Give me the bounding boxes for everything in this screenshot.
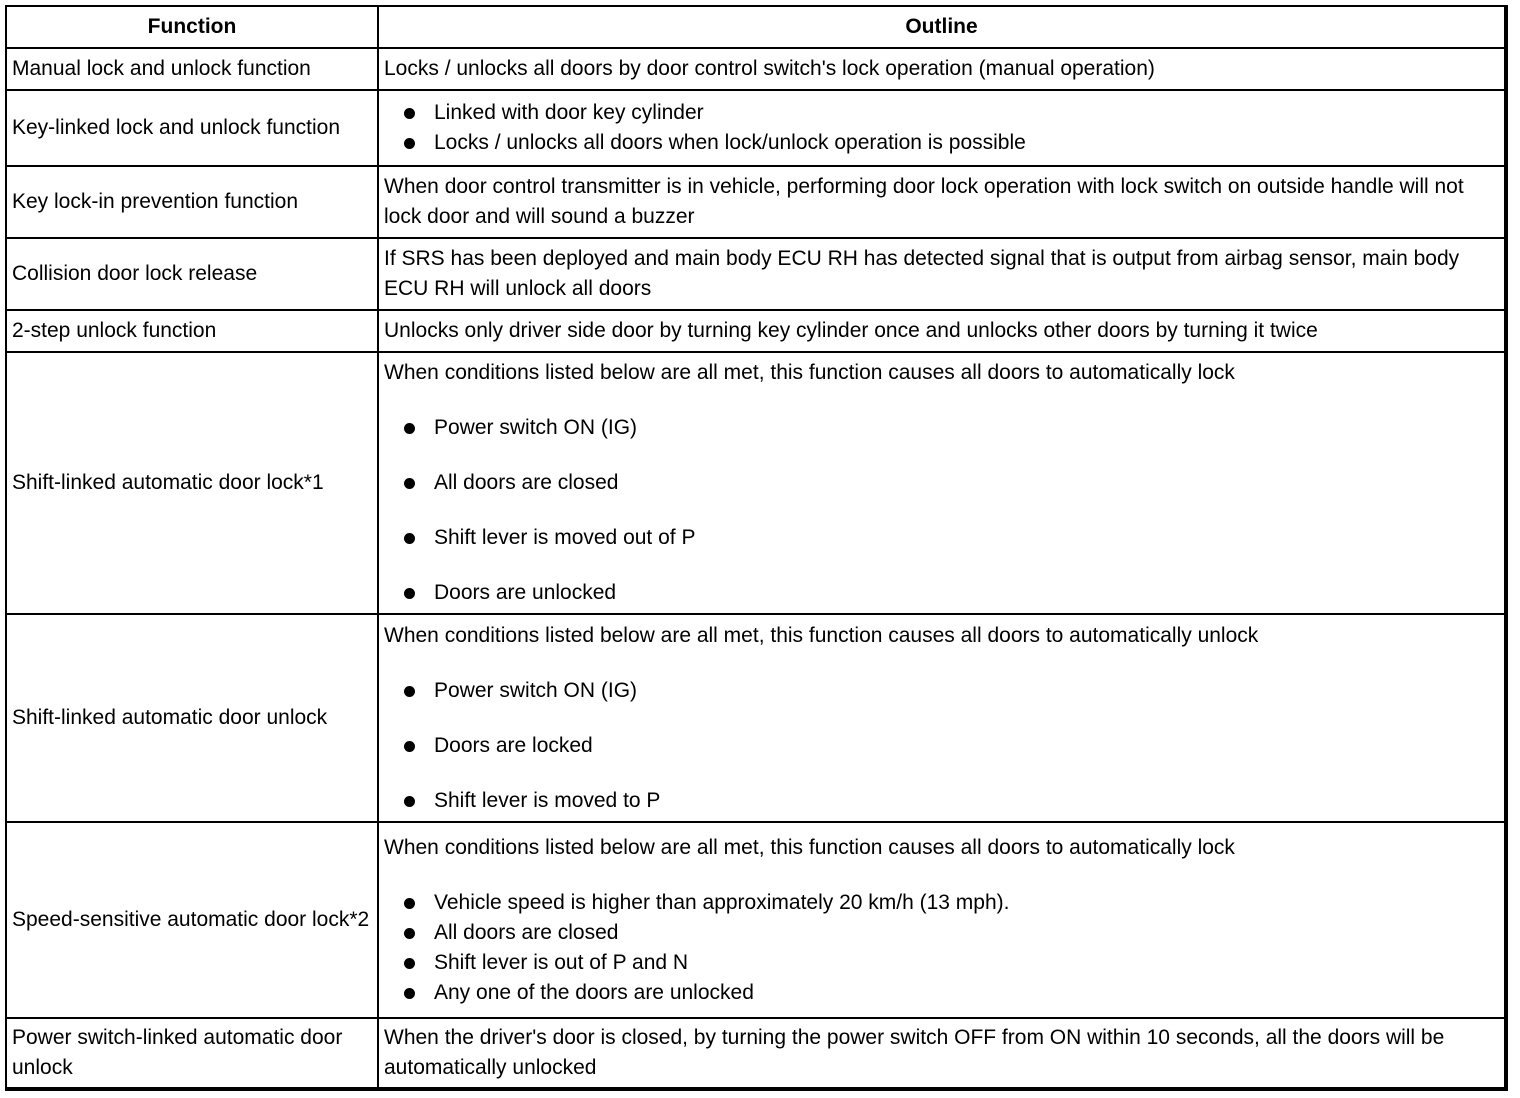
column-header-outline: Outline [378, 6, 1505, 48]
table-row [6, 48, 1505, 90]
bullet-item: All doors are closed [402, 468, 1499, 498]
bullet-list [384, 413, 1499, 608]
bullet-list [384, 676, 1499, 816]
table-row [6, 614, 1505, 822]
outline-cell: Unlocks only driver side door by turning key cylinder once and unlocks other doors by turning it twice [378, 310, 1505, 352]
bullet-item: All doors are closed [402, 918, 1499, 948]
function-cell: Manual lock and unlock function [6, 48, 378, 90]
bullet-item: Linked with door key cylinder [402, 98, 1499, 128]
bullet-item: Doors are locked [402, 731, 1499, 761]
document-page [5, 5, 1508, 1091]
table-row [6, 90, 1505, 166]
bullet-item: Shift lever is moved to P [402, 786, 1499, 816]
table-row [6, 166, 1505, 238]
bullet-item: Locks / unlocks all doors when lock/unlock operation is possible [402, 128, 1499, 158]
outline-cell: If SRS has been deployed and main body ECU RH has detected signal that is output from airbag sensor, main body ECU RH will unlock all doors [378, 238, 1505, 310]
function-cell: Key-linked lock and unlock function [6, 90, 378, 166]
outline-lead-text: When conditions listed below are all met, this function causes all doors to automatically unlock [384, 623, 1259, 647]
table-row [6, 238, 1505, 310]
function-cell: Power switch-linked automatic door unlock [6, 1018, 378, 1088]
outline-cell: Locks / unlocks all doors by door control switch's lock operation (manual operation) [378, 48, 1505, 90]
bullet-item: Shift lever is out of P and N [402, 948, 1499, 978]
function-cell: 2-step unlock function [6, 310, 378, 352]
column-header-function: Function [6, 6, 378, 48]
function-cell: Speed-sensitive automatic door lock*2 [6, 822, 378, 1018]
table-row [6, 352, 1505, 614]
bullet-item: Power switch ON (IG) [402, 413, 1499, 443]
bullet-item: Shift lever is moved out of P [402, 523, 1499, 553]
outline-cell [378, 822, 1505, 1018]
bullet-list [384, 888, 1499, 1008]
table-header-row [6, 6, 1505, 48]
function-cell: Shift-linked automatic door unlock [6, 614, 378, 822]
outline-cell [378, 614, 1505, 822]
table-row [6, 1018, 1505, 1088]
function-cell: Collision door lock release [6, 238, 378, 310]
table-row [6, 310, 1505, 352]
outline-cell [378, 90, 1505, 166]
function-cell: Shift-linked automatic door lock*1 [6, 352, 378, 614]
function-cell: Key lock-in prevention function [6, 166, 378, 238]
bullet-item: Vehicle speed is higher than approximately 20 km/h (13 mph). [402, 888, 1499, 918]
bullet-list [384, 98, 1499, 158]
outline-lead-text: When conditions listed below are all met, this function causes all doors to automatically lock [384, 835, 1235, 859]
function-outline-table [5, 5, 1506, 1089]
outline-cell: When the driver's door is closed, by turning the power switch OFF from ON within 10 seconds, all the doors will be automatically unlocked [378, 1018, 1505, 1088]
outline-lead-text: When conditions listed below are all met, this function causes all doors to automatically lock [384, 361, 1235, 384]
bullet-item: Any one of the doors are unlocked [402, 978, 1499, 1008]
table-row [6, 822, 1505, 1018]
outline-cell: When door control transmitter is in vehicle, performing door lock operation with lock switch on outside handle will not lock door and will sound a buzzer [378, 166, 1505, 238]
bullet-item: Doors are unlocked [402, 578, 1499, 608]
bullet-item: Power switch ON (IG) [402, 676, 1499, 706]
outline-cell [378, 352, 1505, 614]
